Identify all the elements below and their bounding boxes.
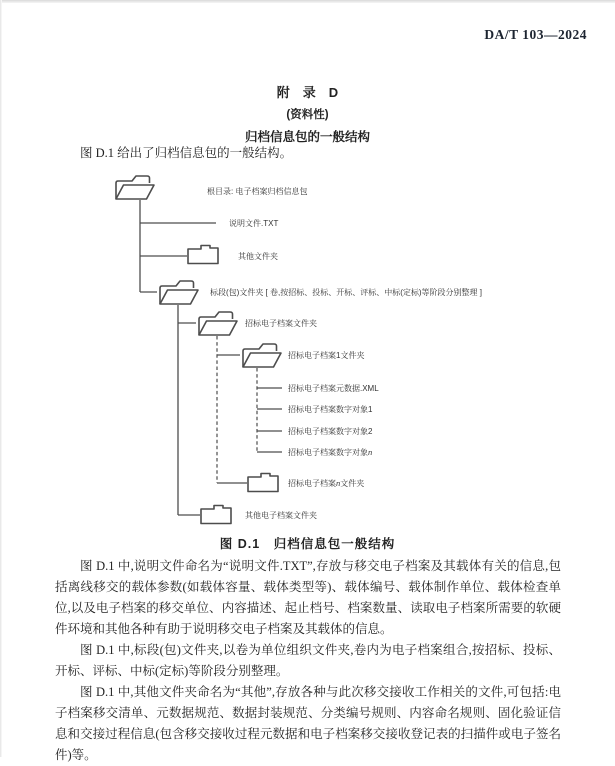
scan-edge-top (0, 0, 615, 3)
appendix-type: (资料性) (286, 109, 329, 121)
folder-tree-diagram (0, 170, 615, 535)
other-folder-label: 其他文件夹 (238, 252, 278, 261)
tender-n-folder-label: 招标电子档案n文件夹 (288, 478, 365, 488)
other-archive-folder-label: 其他电子档案文件夹 (245, 511, 317, 520)
appendix-subtitle: 归档信息包的一般结构 (244, 130, 370, 144)
root-open-folder-icon (116, 176, 154, 199)
body-text-block (55, 556, 561, 766)
appendix-title-block (0, 82, 615, 145)
digital-object-1-label: 招标电子档案数字对象1 (288, 405, 373, 414)
tender1-folder-label: 招标电子档案1文件夹 (288, 351, 365, 360)
section-folder-label: 标段(包)文件夹 [ 卷,按招标、投标、开标、评标、中标(定标)等阶段分别整理 ] (210, 288, 482, 297)
tender-n-closed-folder-icon (248, 474, 278, 492)
tender1-open-folder-icon (243, 344, 281, 367)
paragraph-other-description: 图 D.1 中,其他文件夹命名为“其他”,存放各种与此次移交接收工作相关的文件,可包括:电子档案移交清单、元数据规范、数据封装规范、分类编号规则、内容命名规则、固化验证信息和交接过程信息(包含移交接收过程元数据和电子档案移交接收登记表的扫描件或电子签名件)等。 (55, 685, 561, 762)
section-open-folder-icon (160, 281, 198, 304)
figure-caption: 图 D.1 归档信息包一般结构 (219, 537, 396, 551)
paragraph-section-description: 图 D.1 中,标段(包)文件夹,以卷为单位组织文件夹,卷内为电子档案组合,按招标、投标、开标、评标、中标(定标)等阶段分别整理。 (55, 643, 561, 678)
paragraph-readme-description: 图 D.1 中,说明文件命名为“说明文件.TXT”,存放与移交电子档案及其载体有关的信息,包括离线移交的载体参数(如载体容量、载体类型等)、载体编号、载体制作单位、载体检查单位,以及电子档案的移交单位、内容描述、起止档号、档案数量、读取电子档案所需要的软硬件环境和其他各种有助于说明移交电子档案及其载体的信息。 (55, 559, 561, 636)
tender-open-folder-icon (199, 312, 237, 335)
intro-paragraph: 图 D.1 给出了归档信息包的一般结构。 (80, 146, 293, 160)
digital-object-n-label: 招标电子档案数字对象n (288, 447, 373, 457)
tender-folder-label: 招标电子档案文件夹 (245, 319, 317, 328)
digital-object-2-label: 招标电子档案数字对象2 (288, 427, 373, 436)
root-folder-label: 根目录: 电子档案归档信息包 (207, 187, 308, 196)
standard-number: DA/T 103—2024 (484, 27, 587, 42)
appendix-title: 附 录 D (276, 85, 339, 100)
other-closed-folder-icon (188, 246, 218, 264)
metadata-file-label: 招标电子档案元数据.XML (288, 384, 379, 393)
readme-file-label: 说明文件.TXT (229, 219, 279, 228)
other-archive-closed-folder-icon (201, 506, 231, 524)
